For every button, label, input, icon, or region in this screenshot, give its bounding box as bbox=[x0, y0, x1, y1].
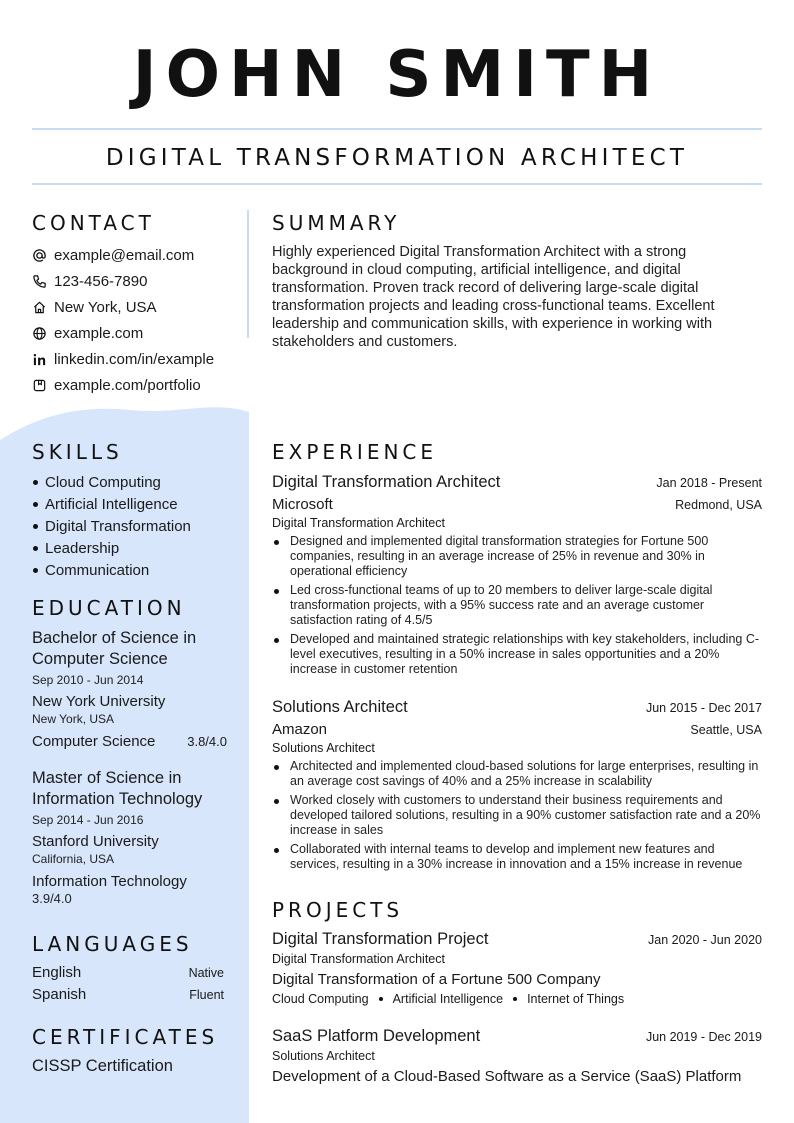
degree-name: Bachelor of Science in Computer Science bbox=[32, 629, 197, 668]
languages-heading: LANGUAGES bbox=[32, 932, 193, 956]
project-entry bbox=[272, 1027, 762, 1085]
project-dates: Jun 2019 - Dec 2019 bbox=[645, 1030, 762, 1044]
experience-entry bbox=[272, 698, 762, 876]
language-name: English bbox=[32, 964, 82, 981]
header-divider-bottom bbox=[32, 183, 762, 185]
summary-heading: SUMMARY bbox=[272, 211, 401, 235]
job-location: Redmond, USA bbox=[675, 498, 762, 512]
bullet-item: Led cross-functional teams of up to 20 members to deliver large-scale digital transformation projects, with a 95% success rate and an average customer satisfaction rating of 4.5/5 bbox=[272, 583, 762, 628]
project-tags bbox=[272, 992, 762, 1006]
language-row bbox=[32, 964, 224, 981]
school-name: New York University bbox=[32, 693, 166, 710]
project-tag: Cloud Computing bbox=[272, 992, 369, 1006]
language-level: Fluent bbox=[189, 988, 224, 1002]
bullet-item: Collaborated with internal teams to develop and implement new features and services, resulting in a 30% increase in innovation and a 15% increase in revenue bbox=[272, 842, 762, 872]
job-role: Digital Transformation Architect bbox=[272, 516, 445, 530]
project-description: Development of a Cloud-Based Software as a Service (SaaS) Platform bbox=[272, 1068, 742, 1085]
project-tag: Artificial Intelligence bbox=[392, 992, 504, 1006]
at-icon bbox=[32, 248, 47, 263]
project-description: Digital Transformation of a Fortune 500 Company bbox=[272, 971, 601, 988]
school-location: California, USA bbox=[32, 852, 115, 866]
gpa: 3.9/4.0 bbox=[32, 891, 72, 906]
job-position: Solutions Architect bbox=[272, 698, 408, 716]
project-title: SaaS Platform Development bbox=[272, 1027, 481, 1045]
project-role: Solutions Architect bbox=[272, 1049, 375, 1063]
home-icon bbox=[32, 300, 47, 315]
projects-heading: PROJECTS bbox=[272, 898, 404, 922]
skills-list bbox=[32, 471, 242, 581]
skill-item: Digital Transformation bbox=[32, 515, 242, 537]
job-location: Seattle, USA bbox=[690, 723, 762, 737]
project-entry bbox=[272, 930, 762, 1006]
education-entry bbox=[32, 768, 227, 907]
skill-item: Artificial Intelligence bbox=[32, 493, 242, 515]
column-divider bbox=[247, 210, 249, 338]
contact-linkedin[interactable]: linkedin.com/in/example bbox=[32, 346, 247, 372]
gpa: 3.8/4.0 bbox=[187, 734, 227, 749]
job-position: Digital Transformation Architect bbox=[272, 473, 501, 491]
contact-heading: CONTACT bbox=[32, 211, 155, 235]
skill-item: Communication bbox=[32, 559, 242, 581]
contact-phone[interactable]: 123-456-7890 bbox=[32, 268, 247, 294]
contact-location: New York, USA bbox=[32, 294, 247, 320]
school-location: New York, USA bbox=[32, 712, 115, 726]
language-level: Native bbox=[188, 966, 224, 980]
degree-dates: Sep 2010 - Jun 2014 bbox=[32, 673, 144, 687]
candidate-name: JOHN SMITH bbox=[132, 38, 662, 112]
school-name: Stanford University bbox=[32, 833, 159, 850]
contact-portfolio[interactable]: example.com/portfolio bbox=[32, 372, 247, 398]
job-bullets bbox=[272, 534, 762, 677]
globe-icon bbox=[32, 326, 47, 341]
degree-dates: Sep 2014 - Jun 2016 bbox=[32, 813, 144, 827]
job-role: Solutions Architect bbox=[272, 741, 375, 755]
company-name: Microsoft bbox=[272, 496, 333, 513]
education-heading: EDUCATION bbox=[32, 596, 186, 620]
field-of-study: Computer Science bbox=[32, 733, 156, 750]
experience-entry bbox=[272, 473, 762, 681]
contact-list bbox=[32, 242, 247, 398]
portfolio-icon bbox=[32, 378, 47, 393]
linkedin-icon bbox=[32, 352, 47, 367]
job-dates: Jan 2018 - Present bbox=[656, 476, 762, 490]
experience-heading: EXPERIENCE bbox=[272, 440, 438, 464]
job-dates: Jun 2015 - Dec 2017 bbox=[645, 701, 762, 715]
bullet-item: Architected and implemented cloud-based solutions for large enterprises, resulting in an average cost savings of 40% and a 25% increase in scalability bbox=[272, 759, 762, 789]
field-row bbox=[32, 732, 227, 751]
certificate-item: CISSP Certification bbox=[32, 1057, 173, 1075]
certificates-heading: CERTIFICATES bbox=[32, 1025, 219, 1049]
skills-heading: SKILLS bbox=[32, 440, 123, 464]
bullet-item: Designed and implemented digital transformation strategies for Fortune 500 companies, resulting in an average increase of 25% in revenue and 30% in operational efficiency bbox=[272, 534, 762, 579]
field-of-study: Information Technology bbox=[32, 873, 187, 890]
language-row bbox=[32, 986, 224, 1003]
header-divider-top bbox=[32, 128, 762, 130]
contact-website[interactable]: example.com bbox=[32, 320, 247, 346]
summary-text: Highly experienced Digital Transformation Architect with a strong background in cloud computing, artificial intelligence, and digital transformation. Proven track record of delivering large-scale digital transformation projects and leading cross-functional teams. Excellent leadership and communication skills, with experience in working with stakeholders and customers. bbox=[272, 244, 715, 350]
language-name: Spanish bbox=[32, 986, 87, 1003]
education-entry bbox=[32, 628, 227, 751]
project-title: Digital Transformation Project bbox=[272, 930, 489, 948]
job-title: DIGITAL TRANSFORMATION ARCHITECT bbox=[105, 145, 689, 171]
degree-name: Master of Science in Information Technology bbox=[32, 769, 203, 808]
skill-item: Leadership bbox=[32, 537, 242, 559]
skill-item: Cloud Computing bbox=[32, 471, 242, 493]
job-bullets bbox=[272, 759, 762, 872]
bullet-item: Developed and maintained strategic relationships with key stakeholders, including C-level executives, resulting in a 50% increase in sales opportunities and a 20% increase in customer retention bbox=[272, 632, 762, 677]
phone-icon bbox=[32, 274, 47, 289]
bullet-item: Worked closely with customers to understand their business requirements and developed tailored solutions, resulting in a 90% customer satisfaction rate and a 20% increase in sales bbox=[272, 793, 762, 838]
project-tag: Internet of Things bbox=[527, 992, 625, 1006]
company-name: Amazon bbox=[272, 721, 328, 738]
project-role: Digital Transformation Architect bbox=[272, 952, 445, 966]
project-dates: Jan 2020 - Jun 2020 bbox=[648, 933, 762, 947]
contact-email[interactable]: example@email.com bbox=[32, 242, 247, 268]
